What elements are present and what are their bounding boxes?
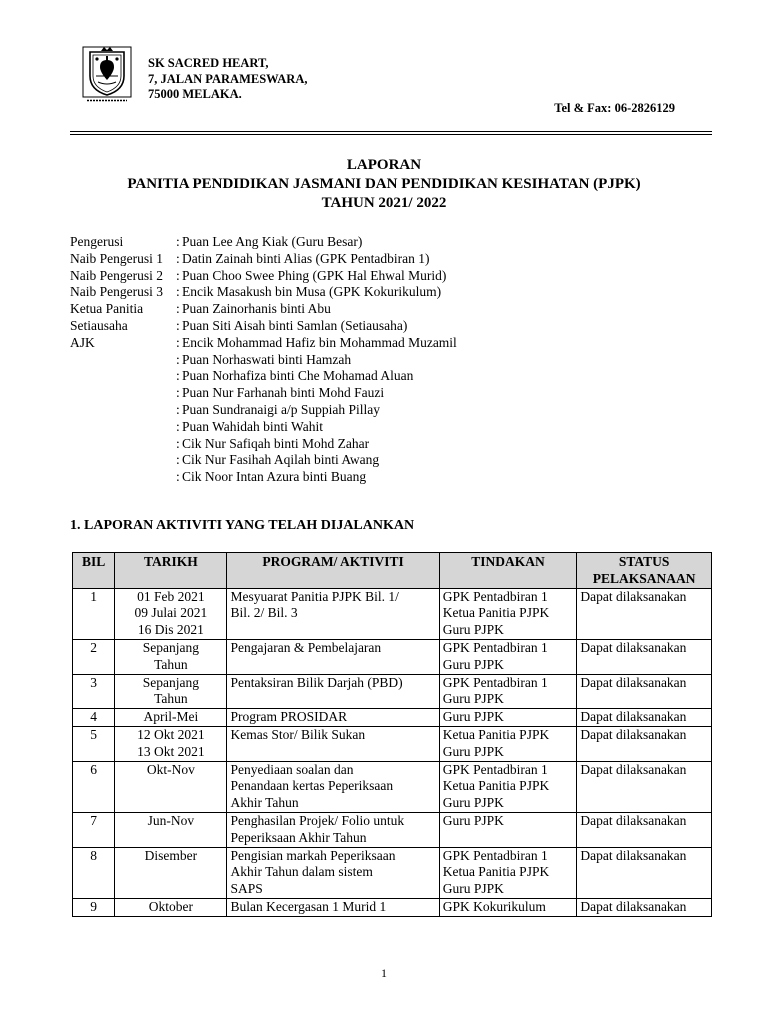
- committee-member-name: Puan Wahidah binti Wahit: [182, 418, 323, 434]
- committee-row: [70, 385, 457, 402]
- committee-member-name: Puan Choo Swee Phing (GPK Hal Ehwal Murid): [182, 267, 447, 283]
- tindakan-line: Ketua Panitia PJPK: [442, 605, 550, 621]
- program-line: Penyediaan soalan dan: [230, 761, 354, 777]
- cell-tarikh: [115, 674, 227, 709]
- committee-colon: :: [176, 351, 180, 367]
- cell-tarikh: [115, 761, 227, 812]
- committee-row: [70, 419, 457, 436]
- tarikh-line: Oktober: [148, 898, 194, 914]
- committee-role: [70, 352, 176, 369]
- committee-colon: :: [176, 301, 180, 317]
- committee-row: [70, 436, 457, 453]
- tindakan-line: GPK Kokurikulum: [442, 898, 546, 914]
- cell-program: [227, 761, 439, 812]
- committee-row: [70, 318, 457, 335]
- table-row: [73, 588, 712, 639]
- committee-colon: :: [176, 368, 180, 384]
- committee-member-name: Puan Sundranaigi a/p Suppiah Pillay: [182, 401, 380, 417]
- cell-tarikh: [115, 847, 227, 898]
- cell-tarikh: [115, 709, 227, 727]
- tindakan-line: Guru PJPK: [442, 691, 504, 707]
- tarikh-line: 16 Dis 2021: [137, 622, 204, 638]
- cell-status: Dapat dilaksanakan: [577, 639, 712, 674]
- cell-bil: 6: [73, 761, 115, 812]
- tindakan-line: GPK Pentadbiran 1: [442, 847, 548, 863]
- tarikh-line: 09 Julai 2021: [134, 605, 208, 621]
- address-line-1: 7, JALAN PARAMESWARA,: [148, 71, 308, 86]
- committee-role: Naib Pengerusi 3: [70, 284, 163, 300]
- tindakan-line: Ketua Panitia PJPK: [442, 726, 550, 742]
- table-body: [73, 588, 712, 916]
- cell-program: [227, 674, 439, 709]
- program-line: Akhir Tahun dalam sistem: [230, 864, 373, 880]
- cell-status: Dapat dilaksanakan: [577, 812, 712, 847]
- committee-role: Ketua Panitia: [70, 301, 144, 317]
- cell-tindakan: [439, 588, 577, 639]
- school-crest-logo: [82, 46, 132, 104]
- tindakan-line: Guru PJPK: [442, 709, 504, 725]
- committee-role: Setiausaha: [70, 317, 128, 333]
- activity-table: [72, 552, 712, 917]
- tindakan-line: Guru PJPK: [442, 881, 504, 897]
- table-header-row: [73, 553, 712, 589]
- committee-list: [70, 234, 457, 486]
- cell-tindakan: [439, 898, 577, 916]
- committee-member-name: Puan Norhafiza binti Che Mohamad Aluan: [182, 368, 414, 384]
- cell-tarikh: [115, 898, 227, 916]
- committee-row: [70, 284, 457, 301]
- committee-row: [70, 469, 457, 486]
- cell-program: [227, 709, 439, 727]
- committee-member-name: Puan Lee Ang Kiak (Guru Besar): [182, 234, 363, 249]
- tarikh-line: 01 Feb 2021: [137, 588, 205, 604]
- committee-colon: :: [176, 435, 180, 451]
- cell-tarikh: [115, 639, 227, 674]
- committee-row: [70, 352, 457, 369]
- committee-member-name: Encik Mohammad Hafiz bin Mohammad Muzamil: [182, 334, 457, 350]
- tarikh-line: 13 Okt 2021: [137, 743, 205, 759]
- program-line: Kemas Stor/ Bilik Sukan: [230, 726, 366, 742]
- committee-row: [70, 452, 457, 469]
- cell-bil: 7: [73, 812, 115, 847]
- table-row: [73, 726, 712, 761]
- committee-row: [70, 402, 457, 419]
- committee-member-name: Datin Zainah binti Alias (GPK Pentadbiran 1): [182, 250, 430, 266]
- tindakan-line: GPK Pentadbiran 1: [442, 639, 548, 655]
- cell-bil: 4: [73, 709, 115, 727]
- cell-status: Dapat dilaksanakan: [577, 761, 712, 812]
- table-row: [73, 674, 712, 709]
- tindakan-line: Guru PJPK: [442, 656, 504, 672]
- committee-role: [70, 368, 176, 385]
- header-program: PROGRAM/ AKTIVITI: [227, 553, 439, 589]
- table-row: [73, 709, 712, 727]
- committee-row: [70, 301, 457, 318]
- committee-role: [70, 385, 176, 402]
- program-line: Penandaan kertas Peperiksaan: [230, 778, 394, 794]
- cell-tindakan: [439, 726, 577, 761]
- title-line-3: TAHUN 2021/ 2022: [321, 195, 447, 211]
- cell-program: [227, 847, 439, 898]
- school-address: [148, 56, 308, 103]
- cell-status: Dapat dilaksanakan: [577, 674, 712, 709]
- program-line: SAPS: [230, 881, 263, 897]
- cell-program: [227, 639, 439, 674]
- header-status: [577, 553, 712, 589]
- program-line: Mesyuarat Panitia PJPK Bil. 1/: [230, 588, 399, 604]
- cell-program: [227, 898, 439, 916]
- tarikh-line: Tahun: [154, 656, 188, 672]
- tel-fax: Tel & Fax: 06-2826129: [554, 101, 675, 115]
- committee-row: [70, 368, 457, 385]
- committee-role: [70, 402, 176, 419]
- title-line-1: LAPORAN: [346, 157, 422, 173]
- cell-status: Dapat dilaksanakan: [577, 588, 712, 639]
- cell-tindakan: [439, 674, 577, 709]
- cell-tindakan: [439, 709, 577, 727]
- committee-role: [70, 436, 176, 453]
- table-row: [73, 761, 712, 812]
- cell-tindakan: [439, 761, 577, 812]
- tindakan-line: Ketua Panitia PJPK: [442, 864, 550, 880]
- tarikh-line: Sepanjang: [142, 639, 200, 655]
- tindakan-line: Guru PJPK: [442, 743, 504, 759]
- tindakan-line: GPK Pentadbiran 1: [442, 674, 548, 690]
- cell-bil: 3: [73, 674, 115, 709]
- tarikh-line: Okt-Nov: [146, 761, 195, 777]
- header-rule-bottom: [70, 134, 712, 135]
- committee-role: [70, 469, 176, 486]
- header-status-line-1: STATUS: [618, 554, 670, 569]
- cell-tindakan: [439, 812, 577, 847]
- cell-bil: 1: [73, 588, 115, 639]
- tarikh-line: April-Mei: [143, 709, 199, 725]
- committee-member-name: Puan Norhaswati binti Hamzah: [182, 351, 352, 367]
- program-line: Akhir Tahun: [230, 795, 299, 811]
- program-line: Penghasilan Projek/ Folio untuk: [230, 812, 405, 828]
- committee-member-name: Puan Zainorhanis binti Abu: [182, 301, 331, 317]
- cell-program: [227, 726, 439, 761]
- committee-row: [70, 268, 457, 285]
- tindakan-line: Ketua Panitia PJPK: [442, 778, 550, 794]
- committee-colon: :: [176, 317, 180, 333]
- committee-role: [70, 419, 176, 436]
- committee-row: [70, 251, 457, 268]
- cell-tindakan: [439, 639, 577, 674]
- report-title: [0, 156, 768, 213]
- table-row: [73, 898, 712, 916]
- program-line: Peperiksaan Akhir Tahun: [230, 829, 367, 845]
- committee-row: [70, 335, 457, 352]
- title-line-2: PANITIA PENDIDIKAN JASMANI DAN PENDIDIKAN KESIHATAN (PJPK): [127, 176, 641, 192]
- cell-program: [227, 812, 439, 847]
- cell-bil: 9: [73, 898, 115, 916]
- cell-status: Dapat dilaksanakan: [577, 726, 712, 761]
- cell-program: [227, 588, 439, 639]
- header-rule-top: [70, 131, 712, 132]
- cell-status: Dapat dilaksanakan: [577, 847, 712, 898]
- committee-colon: :: [176, 469, 180, 485]
- committee-colon: :: [176, 334, 180, 350]
- cell-tindakan: [439, 847, 577, 898]
- cell-bil: 5: [73, 726, 115, 761]
- program-line: Bil. 2/ Bil. 3: [230, 605, 298, 621]
- committee-member-name: Cik Nur Safiqah binti Mohd Zahar: [182, 435, 370, 451]
- tarikh-line: Sepanjang: [142, 674, 200, 690]
- table-row: [73, 847, 712, 898]
- cell-tarikh: [115, 726, 227, 761]
- committee-member-name: Puan Siti Aisah binti Samlan (Setiausaha): [182, 317, 408, 333]
- header-tindakan: TINDAKAN: [439, 553, 577, 589]
- committee-colon: :: [176, 385, 180, 401]
- committee-colon: :: [176, 234, 180, 249]
- program-line: Program PROSIDAR: [230, 709, 348, 725]
- header-status-line-2: PELAKSANAAN: [592, 570, 696, 586]
- tindakan-line: GPK Pentadbiran 1: [442, 588, 548, 604]
- program-line: Pengajaran & Pembelajaran: [230, 639, 382, 655]
- committee-colon: :: [176, 250, 180, 266]
- header-bil: BIL: [73, 553, 115, 589]
- table-row: [73, 639, 712, 674]
- program-line: Pentaksiran Bilik Darjah (PBD): [230, 674, 403, 690]
- header-tarikh: TARIKH: [115, 553, 227, 589]
- tarikh-line: Disember: [144, 847, 198, 863]
- section-heading: 1. LAPORAN AKTIVITI YANG TELAH DIJALANKAN: [70, 518, 415, 533]
- cell-tarikh: [115, 588, 227, 639]
- program-line: Pengisian markah Peperiksaan: [230, 847, 396, 863]
- tarikh-line: Jun-Nov: [147, 812, 195, 828]
- cell-tarikh: [115, 812, 227, 847]
- committee-colon: :: [176, 267, 180, 283]
- committee-colon: :: [176, 401, 180, 417]
- committee-member-name: Encik Masakush bin Musa (GPK Kokurikulum): [182, 284, 442, 300]
- committee-member-name: Cik Noor Intan Azura binti Buang: [182, 469, 367, 485]
- committee-colon: :: [176, 452, 180, 468]
- tindakan-line: GPK Pentadbiran 1: [442, 761, 548, 777]
- address-line-2: 75000 MELAKA.: [148, 87, 242, 101]
- cell-status: Dapat dilaksanakan: [577, 709, 712, 727]
- committee-row: [70, 234, 457, 251]
- tindakan-line: Guru PJPK: [442, 622, 504, 638]
- committee-role: Naib Pengerusi 1: [70, 250, 163, 266]
- tarikh-line: 12 Okt 2021: [137, 726, 205, 742]
- committee-colon: :: [176, 418, 180, 434]
- program-line: Bulan Kecergasan 1 Murid 1: [230, 898, 387, 914]
- committee-member-name: Puan Nur Farhanah binti Mohd Fauzi: [182, 385, 385, 401]
- tindakan-line: Guru PJPK: [442, 795, 504, 811]
- school-name: SK SACRED HEART,: [148, 56, 269, 70]
- cell-bil: 2: [73, 639, 115, 674]
- cell-bil: 8: [73, 847, 115, 898]
- cell-status: Dapat dilaksanakan: [577, 898, 712, 916]
- page-number: 1: [381, 966, 387, 980]
- committee-role: Naib Pengerusi 2: [70, 267, 163, 283]
- committee-member-name: Cik Nur Fasihah Aqilah binti Awang: [182, 452, 380, 468]
- committee-colon: :: [176, 284, 180, 300]
- committee-role: AJK: [70, 334, 95, 350]
- committee-role: Pengerusi: [70, 234, 124, 249]
- table-row: [73, 812, 712, 847]
- committee-role: [70, 452, 176, 469]
- tarikh-line: Tahun: [154, 691, 188, 707]
- tindakan-line: Guru PJPK: [442, 812, 504, 828]
